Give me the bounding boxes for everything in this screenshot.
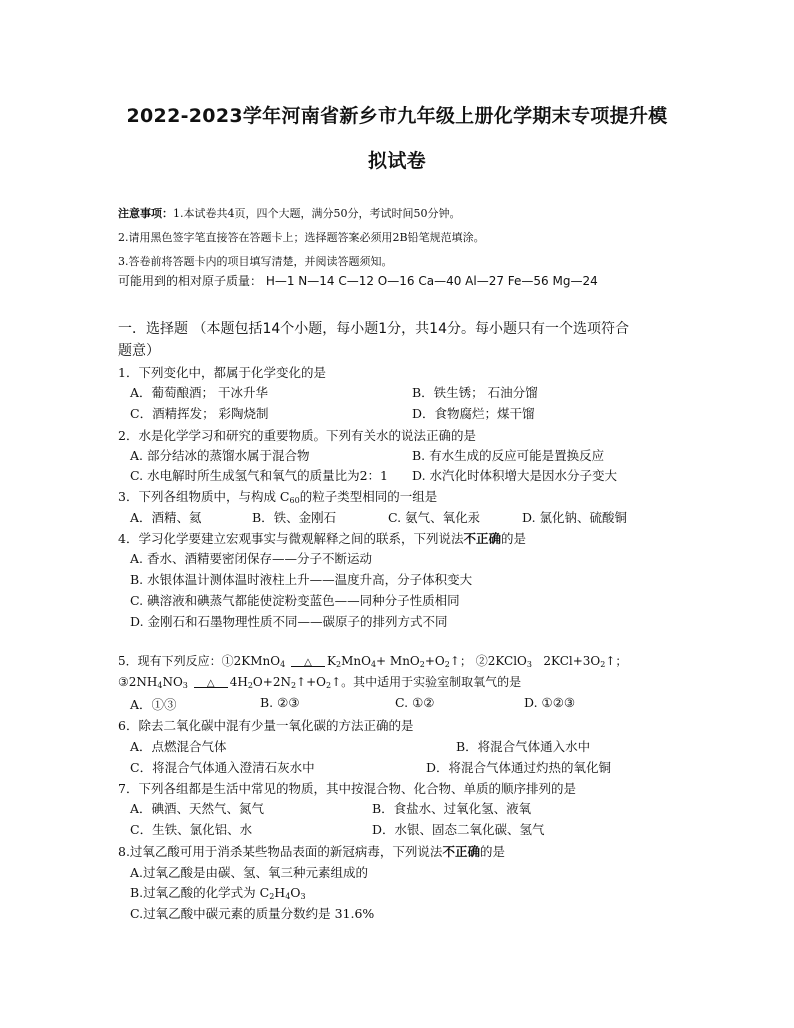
reaction-condition-arrow xyxy=(291,654,325,668)
q8-option-b xyxy=(130,883,306,901)
q8-stem-pre: 8.过氧乙酸可用于消杀某些物品表面的新冠病毒，下列说法 xyxy=(118,844,443,859)
q5-text: K xyxy=(327,654,336,668)
q6-option-d: D．将混合气体通过灼热的氧化铜 xyxy=(426,760,612,775)
q5-sub: 2 xyxy=(600,660,606,669)
q4-option-d: D. 金刚石和石墨物理性质不同——碳原子的排列方式不同 xyxy=(130,614,448,629)
heat-triangle-icon: △ xyxy=(206,678,215,689)
q3-option-a: A．酒精、氦 xyxy=(130,510,202,525)
q5-sub: 3 xyxy=(182,681,188,690)
q5-sub: 2 xyxy=(444,660,450,669)
q8-b-sub: 3 xyxy=(300,892,306,901)
q3-stem-post: 的粒子类型相同的一组是 xyxy=(299,489,438,504)
q5-sub: 2 xyxy=(326,681,332,690)
q4-stem-bold: 不正确 xyxy=(463,531,501,546)
q1-option-c: C．酒精挥发； 彩陶烧制 xyxy=(130,406,269,421)
q5-sub: 2 xyxy=(419,660,425,669)
q5-sub: 4 xyxy=(157,681,163,690)
q5-option-b: B. ②③ xyxy=(260,695,300,710)
q5-text: 5．现有下列反应：①2KMnO xyxy=(118,654,281,668)
q3-option-b: B．铁、金刚石 xyxy=(252,510,337,525)
q6-option-a: A．点燃混合气体 xyxy=(130,739,227,754)
q5-sub: 4 xyxy=(370,660,377,669)
q5-sub: 4 xyxy=(280,660,286,669)
q5-option-d: D. ①②③ xyxy=(524,695,576,710)
notes-line1 xyxy=(118,205,461,221)
section1-heading-cont: 题意） xyxy=(118,343,160,359)
q5-text: MnO xyxy=(341,654,371,668)
q8-stem xyxy=(118,842,505,860)
q5-option-c: C. ①② xyxy=(395,695,435,710)
q7-stem: 7．下列各组都是生活中常见的物质，其中按混合物、化合物、单质的顺序排列的是 xyxy=(118,781,576,796)
q6-option-b: B．将混合气体通入水中 xyxy=(456,739,591,754)
q5-option-a: A．①③ xyxy=(130,697,177,712)
q4-option-b: B. 水银体温计测体温时液柱上升——温度升高，分子体积变大 xyxy=(130,572,473,587)
q8-b-text: O xyxy=(290,885,301,900)
q5-text: ↑； xyxy=(605,654,628,668)
q2-option-d: D. 水汽化时体积增大是因水分子变大 xyxy=(412,468,618,483)
q4-option-c: C. 碘溶液和碘蒸气都能使淀粉变蓝色——同种分子性质相同 xyxy=(130,593,460,608)
q6-stem: 6．除去二氧化碳中混有少量一氧化碳的方法正确的是 xyxy=(118,718,414,733)
exam-title-line2: 拟试卷 xyxy=(368,150,426,172)
atomic-mass-line: 可能用到的相对原子质量： H—1 N—14 C—12 O—16 Ca—40 Al—27 Fe—56 Mg—24 xyxy=(118,274,598,288)
q5-text: ③2NH xyxy=(118,675,158,689)
q6-option-c: C．将混合气体通入澄清石灰水中 xyxy=(130,760,315,775)
q7-option-b: B．食盐水、过氧化氢、液氧 xyxy=(372,801,532,816)
q1-option-a: A．葡萄酿酒； 干冰升华 xyxy=(130,385,269,400)
q5-line2 xyxy=(118,673,521,690)
q5-text: NO xyxy=(162,675,183,689)
q3-stem xyxy=(118,487,437,505)
q5-text: 4H xyxy=(229,675,248,689)
q3-option-d: D. 氯化钠、硫酸铜 xyxy=(522,510,628,525)
note-2: 2.请用黑色签字笔直接答在答题卡上；选择题答案必须用2B铅笔规范填涂。 xyxy=(118,231,485,244)
exam-title-line1: 2022-2023学年河南省新乡市九年级上册化学期末专项提升模 xyxy=(126,105,668,127)
q5-text: +O xyxy=(424,654,445,668)
q4-option-a: A. 香水、酒精要密闭保存——分子不断运动 xyxy=(130,551,372,566)
note-3: 3.答卷前将答题卡内的项目填写清楚，并阅读答题须知。 xyxy=(118,255,393,268)
q8-option-c: C.过氧乙酸中碳元素的质量分数约是 31.6% xyxy=(130,906,375,921)
q1-option-d: D．食物腐烂；煤干馏 xyxy=(412,406,535,421)
q8-b-text: B.过氧乙酸的化学式为 C xyxy=(130,885,270,900)
reaction-condition-arrow xyxy=(194,675,228,689)
q8-stem-post: 的是 xyxy=(479,844,505,859)
q5-text: O+2N xyxy=(252,675,291,689)
q4-stem-post: 的是 xyxy=(500,531,526,546)
q2-stem: 2．水是化学学习和研究的重要物质。下列有关水的说法正确的是 xyxy=(118,428,476,443)
q4-stem-pre: 4．学习化学要建立宏观事实与微观解释之间的联系，下列说法 xyxy=(118,531,464,546)
q8-b-sub: 4 xyxy=(285,892,291,901)
q3-stem-sub: 60 xyxy=(289,496,300,505)
q5-sub: 2 xyxy=(247,681,253,690)
q5-text: ↑。其中适用于实验室制取氧气的是 xyxy=(331,675,522,689)
q8-option-a: A.过氧乙酸是由碳、氢、氧三种元素组成的 xyxy=(130,865,369,880)
q5-sub: 2 xyxy=(290,681,297,690)
heat-triangle-icon: △ xyxy=(304,657,312,668)
q5-text: ↑+O xyxy=(296,675,326,689)
q4-stem xyxy=(118,529,526,547)
q7-option-d: D．水银、固态二氧化碳、氢气 xyxy=(372,822,545,837)
q5-sub: 3 xyxy=(526,660,532,669)
q5-text: 2KCl+3O xyxy=(531,654,601,668)
q5-text: ↑； ②2KClO xyxy=(449,654,527,668)
q2-option-b: B. 有水生成的反应可能是置换反应 xyxy=(412,448,605,463)
q1-stem: 1．下列变化中，都属于化学变化的是 xyxy=(118,365,326,380)
q7-option-c: C．生铁、氯化铝、水 xyxy=(130,822,253,837)
q8-stem-bold: 不正确 xyxy=(442,844,480,859)
q3-stem-pre: 3．下列各组物质中，与构成 C xyxy=(118,489,290,504)
q5-line1 xyxy=(118,652,627,669)
note-1: 1.本试卷共4页，四个大题，满分50分，考试时间50分钟。 xyxy=(173,207,461,220)
q5-text: + MnO xyxy=(376,654,420,668)
q3-option-c: C. 氨气、氧化汞 xyxy=(388,510,481,525)
section1-heading: 一．选择题 （本题包括14个小题，每小题1分，共14分。每小题只有一个选项符合 xyxy=(118,321,629,337)
q2-option-a: A. 部分结冰的蒸馏水属于混合物 xyxy=(130,448,310,463)
q2-option-c: C. 水电解时所生成氢气和氧气的质量比为2：1 xyxy=(130,468,388,483)
q7-option-a: A．碘酒、天然气、氮气 xyxy=(130,801,265,816)
q1-option-b: B．铁生锈； 石油分馏 xyxy=(412,385,538,400)
notes-label: 注意事项： xyxy=(118,207,173,220)
q8-b-text: H xyxy=(274,885,286,900)
q8-b-sub: 2 xyxy=(269,892,275,901)
q5-sub: 2 xyxy=(335,660,342,669)
